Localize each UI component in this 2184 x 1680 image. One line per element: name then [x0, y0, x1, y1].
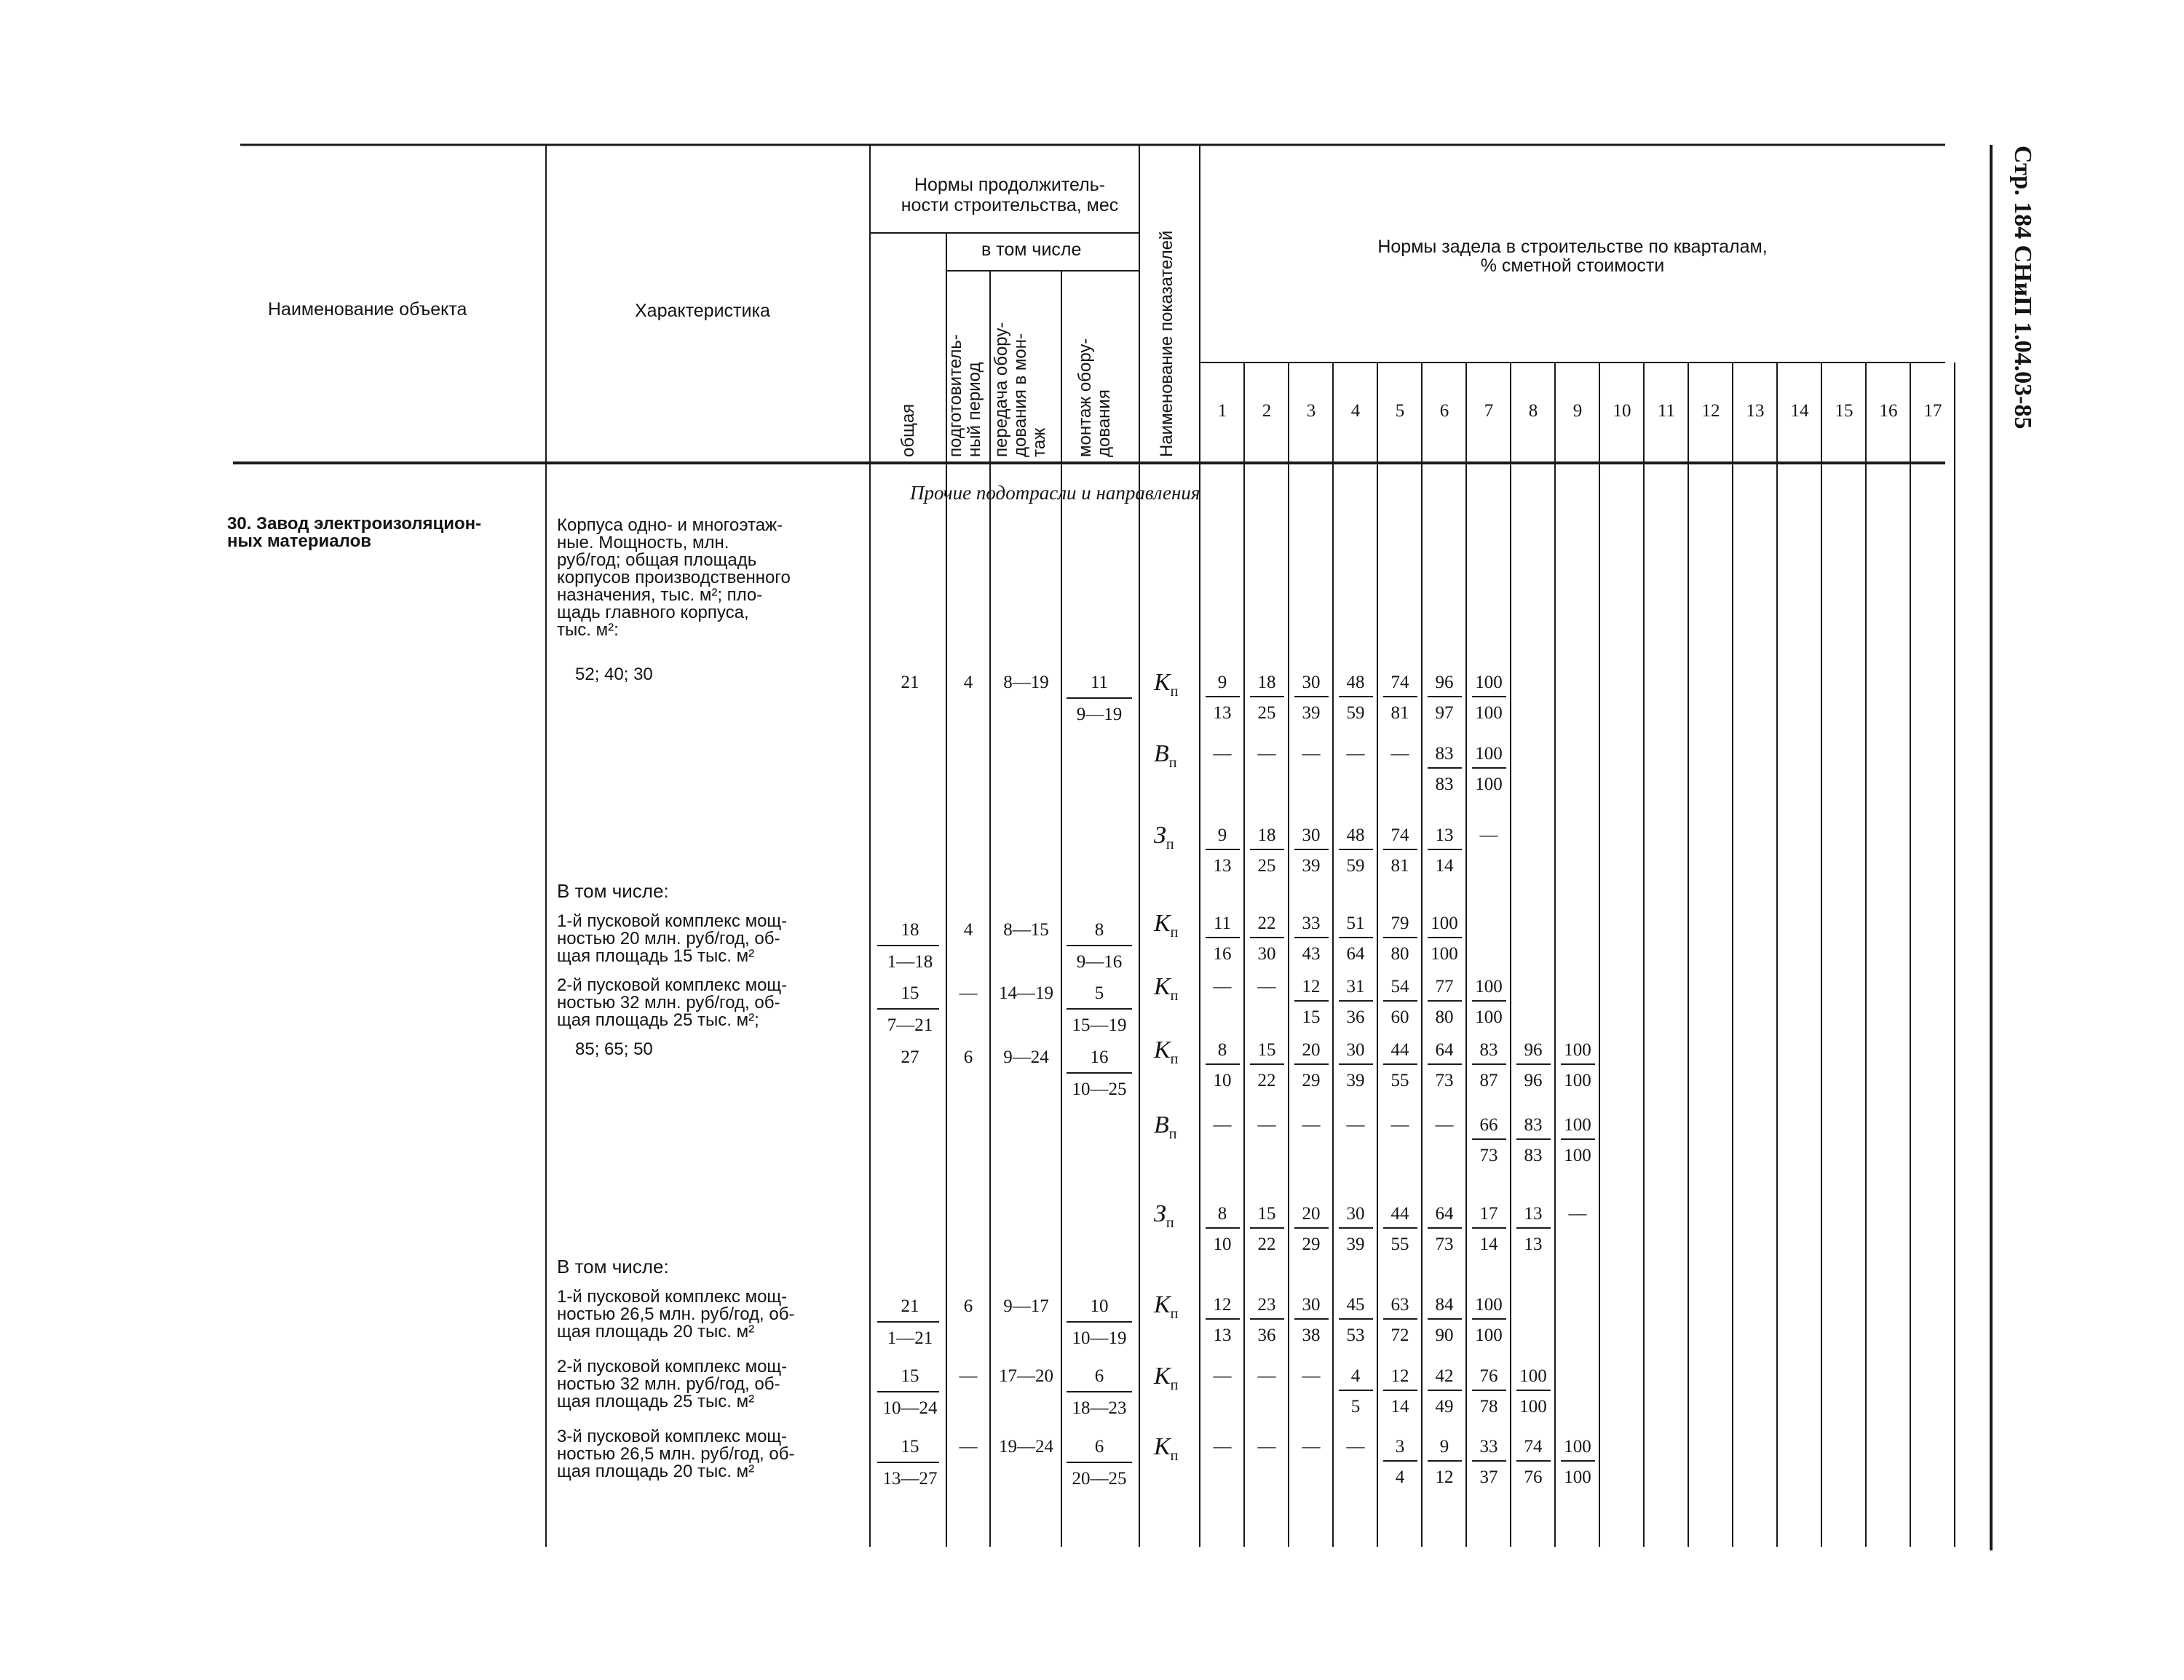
duration-total: 18 — [901, 920, 919, 940]
header-zadel: Нормы задела в строительстве по кварталам, % сметной стоимости — [1377, 237, 1768, 276]
quarter-number: 9 — [1572, 401, 1583, 421]
zadel-top-value: — — [1213, 977, 1232, 996]
zadel-top-value: 48 — [1346, 673, 1365, 692]
duration-total-range: 1—21 — [887, 1328, 933, 1348]
zadel-top-value: 51 — [1346, 914, 1365, 933]
zadel-bottom-value: 4 — [1395, 1467, 1405, 1487]
zadel-top-value: 74 — [1524, 1437, 1543, 1457]
zadel-bottom-value: 80 — [1435, 1007, 1454, 1027]
zadel-bottom-value: 80 — [1390, 944, 1409, 964]
zadel-bottom-value: 97 — [1435, 703, 1454, 723]
including-2: В том числе: — [557, 1256, 669, 1277]
zadel-bottom-value: 22 — [1257, 1071, 1276, 1090]
zadel-top-value: 66 — [1479, 1115, 1498, 1135]
duration-total-range: 10—24 — [882, 1398, 938, 1418]
zadel-bottom-value: 73 — [1479, 1146, 1498, 1165]
zadel-top-value: — — [1257, 1115, 1276, 1135]
header-including: в том числе — [981, 239, 1082, 260]
zadel-top-value: 3 — [1395, 1437, 1405, 1457]
zadel-bottom-value: 10 — [1213, 1071, 1232, 1090]
pk-2-1: 1-й пусковой комплекс мощ- ностью 26,5 млн. руб/год, об- щая площадь 20 тыс. м² — [557, 1287, 795, 1342]
quarter-number: 10 — [1613, 401, 1631, 421]
zadel-top-value: 45 — [1346, 1295, 1365, 1315]
quarter-number: 16 — [1879, 401, 1898, 421]
zadel-top-value: 30 — [1346, 1040, 1365, 1060]
duration-mount-range: 9—19 — [1076, 705, 1123, 724]
zadel-bottom-value: 12 — [1435, 1467, 1454, 1487]
zadel-bottom-value: 59 — [1346, 856, 1365, 876]
quarter-number: 13 — [1746, 401, 1765, 421]
zadel-bottom-value: 73 — [1435, 1071, 1454, 1090]
quarter-number: 11 — [1657, 401, 1676, 421]
zadel-bottom-value: 13 — [1213, 1326, 1232, 1345]
quarter-number: 3 — [1306, 401, 1316, 421]
zadel-top-value: 22 — [1257, 914, 1276, 933]
duration-total-range: 7—21 — [887, 1015, 933, 1035]
zadel-bottom-value: 5 — [1350, 1397, 1361, 1416]
zadel-top-value: 33 — [1479, 1437, 1498, 1457]
zadel-top-value: 96 — [1524, 1040, 1543, 1060]
zadel-top-value: — — [1213, 1366, 1232, 1386]
zadel-bottom-value: 100 — [1475, 1326, 1503, 1345]
indicator-label: $К_п$ — [1154, 1037, 1179, 1067]
zadel-bottom-value: 100 — [1475, 1007, 1503, 1027]
zadel-bottom-value: 81 — [1390, 856, 1409, 876]
zadel-bottom-value: 13 — [1213, 856, 1232, 876]
quarter-number: 4 — [1350, 401, 1361, 421]
variant-2: 85; 65; 50 — [575, 1039, 653, 1059]
duration-prep: 4 — [963, 673, 973, 692]
zadel-top-value: — — [1213, 1437, 1232, 1457]
zadel-top-value: 30 — [1302, 1295, 1321, 1315]
duration-mount-range: 20—25 — [1072, 1469, 1127, 1489]
zadel-bottom-value: 83 — [1435, 774, 1454, 794]
zadel-bottom-value: 87 — [1479, 1071, 1498, 1090]
zadel-top-value: — — [1302, 1366, 1321, 1386]
zadel-top-value: — — [1257, 1366, 1276, 1386]
zadel-bottom-value: 100 — [1431, 944, 1458, 964]
duration-total: 21 — [901, 1296, 919, 1316]
zadel-top-value: — — [1479, 825, 1498, 845]
zadel-bottom-value: 53 — [1346, 1326, 1365, 1345]
zadel-top-value: 44 — [1390, 1204, 1409, 1224]
quarter-number: 15 — [1835, 401, 1853, 421]
duration-total: 15 — [901, 1437, 919, 1457]
zadel-top-value: 48 — [1346, 825, 1365, 845]
quarter-number: 1 — [1217, 401, 1227, 421]
header-total: общая — [898, 403, 918, 457]
zadel-top-value: 74 — [1390, 673, 1409, 692]
zadel-bottom-value: 100 — [1519, 1397, 1547, 1416]
zadel-bottom-value: 100 — [1475, 703, 1503, 723]
zadel-bottom-value: 14 — [1390, 1397, 1409, 1416]
indicator-label: $К_п$ — [1154, 1291, 1179, 1322]
zadel-bottom-value: 25 — [1257, 703, 1276, 723]
quarter-number: 12 — [1701, 401, 1720, 421]
zadel-top-value: 15 — [1257, 1204, 1276, 1224]
pk-2-2: 2-й пусковой комплекс мощ- ностью 32 млн. руб/год, об- щая площадь 25 тыс. м² — [557, 1357, 788, 1411]
header-name-col: Наименование объекта — [268, 299, 467, 320]
duration-prep: — — [959, 983, 978, 1003]
zadel-bottom-value: 39 — [1302, 703, 1321, 723]
zadel-bottom-value: 13 — [1524, 1235, 1543, 1254]
quarter-number: 5 — [1395, 401, 1405, 421]
zadel-top-value: — — [1346, 1115, 1365, 1135]
duration-total: 21 — [901, 673, 919, 692]
duration-mount: 5 — [1094, 983, 1104, 1003]
characteristic-text: Корпуса одно- и многоэтаж- ные. Мощность, млн. руб/год; общая площадь корпусов производственного назначения, тыс. м²; пло- щадь главного корпуса, тыс. м²: — [557, 515, 791, 640]
duration-mount: 10 — [1090, 1296, 1109, 1316]
header-norms-duration: Нормы продолжитель- ности строительства, мес — [901, 175, 1119, 215]
zadel-top-value: 30 — [1302, 673, 1321, 692]
pk-1-1: 1-й пусковой комплекс мощ- ностью 20 млн. руб/год, об- щая площадь 15 тыс. м² — [557, 911, 788, 966]
duration-mount: 16 — [1090, 1047, 1109, 1067]
zadel-top-value: 83 — [1435, 744, 1454, 764]
zadel-top-value: 100 — [1431, 914, 1458, 933]
zadel-bottom-value: 22 — [1257, 1235, 1276, 1254]
duration-total: 15 — [901, 983, 919, 1003]
zadel-top-value: — — [1213, 744, 1232, 764]
zadel-top-value: 20 — [1302, 1204, 1321, 1224]
object-name: 30. Завод электроизоляцион- ных материалов — [227, 514, 482, 551]
zadel-top-value: 83 — [1524, 1115, 1543, 1135]
duration-transfer: 17—20 — [999, 1366, 1053, 1386]
zadel-top-value: 13 — [1524, 1204, 1543, 1224]
indicator-label: $З_п$ — [1154, 822, 1174, 852]
zadel-bottom-value: 64 — [1346, 944, 1365, 964]
zadel-top-value: 100 — [1475, 1295, 1503, 1315]
zadel-top-value: — — [1390, 1115, 1409, 1135]
duration-mount: 6 — [1094, 1366, 1104, 1386]
quarter-number: 7 — [1484, 401, 1494, 421]
zadel-top-value: 15 — [1257, 1040, 1276, 1060]
zadel-top-value: 9 — [1217, 825, 1227, 845]
zadel-top-value: — — [1257, 744, 1276, 764]
zadel-bottom-value: 39 — [1302, 856, 1321, 876]
zadel-top-value: 77 — [1435, 977, 1454, 996]
duration-total: 27 — [901, 1047, 919, 1067]
zadel-bottom-value: 10 — [1213, 1235, 1232, 1254]
duration-transfer: 8—19 — [1003, 673, 1049, 692]
zadel-top-value: 9 — [1439, 1437, 1449, 1457]
zadel-bottom-value: 96 — [1524, 1071, 1543, 1090]
zadel-top-value: 74 — [1390, 825, 1409, 845]
zadel-top-value: 44 — [1390, 1040, 1409, 1060]
including-1: В том числе: — [557, 880, 669, 902]
duration-prep: — — [959, 1437, 978, 1457]
header-prep-period: подготовитель- ный период — [946, 334, 984, 457]
duration-mount-range: 10—19 — [1072, 1328, 1127, 1348]
zadel-top-value: — — [1346, 744, 1365, 764]
indicator-label: $К_п$ — [1154, 910, 1179, 940]
zadel-bottom-value: 36 — [1346, 1007, 1365, 1027]
zadel-top-value: 8 — [1217, 1204, 1227, 1224]
zadel-top-value: — — [1302, 1115, 1321, 1135]
zadel-top-value: 100 — [1564, 1040, 1591, 1060]
zadel-top-value: — — [1390, 744, 1409, 764]
zadel-bottom-value: 49 — [1435, 1397, 1454, 1416]
indicator-label: $К_п$ — [1154, 1433, 1179, 1464]
zadel-top-value: 54 — [1390, 977, 1409, 996]
zadel-top-value: 20 — [1302, 1040, 1321, 1060]
zadel-top-value: 31 — [1346, 977, 1365, 996]
zadel-bottom-value: 30 — [1257, 944, 1276, 964]
zadel-bottom-value: 36 — [1257, 1326, 1276, 1345]
duration-prep: — — [959, 1366, 978, 1386]
zadel-bottom-value: 14 — [1479, 1235, 1498, 1254]
page-side-label: Стр. 184 СНиП 1.04.03-85 — [2009, 146, 2036, 429]
duration-prep: 6 — [963, 1296, 973, 1316]
zadel-top-value: 96 — [1435, 673, 1454, 692]
zadel-top-value: — — [1302, 744, 1321, 764]
duration-transfer: 9—24 — [1003, 1047, 1049, 1067]
zadel-top-value: — — [1213, 1115, 1232, 1135]
zadel-top-value: — — [1435, 1115, 1454, 1135]
zadel-bottom-value: 72 — [1390, 1326, 1409, 1345]
indicator-label: $З_п$ — [1154, 1200, 1174, 1231]
quarter-number: 2 — [1262, 401, 1272, 421]
zadel-top-value: 100 — [1564, 1115, 1591, 1135]
zadel-bottom-value: 14 — [1435, 856, 1454, 876]
quarter-number: 14 — [1790, 401, 1809, 421]
zadel-bottom-value: 16 — [1213, 944, 1232, 964]
header-char-col: Характеристика — [635, 301, 770, 321]
duration-mount-range: 9—16 — [1076, 952, 1123, 972]
quarter-number: 8 — [1528, 401, 1538, 421]
duration-mount-range: 18—23 — [1072, 1398, 1127, 1418]
zadel-top-value: 83 — [1479, 1040, 1498, 1060]
zadel-top-value: 100 — [1475, 744, 1503, 764]
zadel-bottom-value: 76 — [1524, 1467, 1543, 1487]
zadel-bottom-value: 59 — [1346, 703, 1365, 723]
duration-prep: 6 — [963, 1047, 973, 1067]
duration-transfer: 19—24 — [999, 1437, 1053, 1457]
zadel-bottom-value: 43 — [1302, 944, 1321, 964]
indicator-label: $В_п$ — [1154, 740, 1177, 771]
zadel-bottom-value: 38 — [1302, 1326, 1321, 1345]
zadel-top-value: 79 — [1390, 914, 1409, 933]
section-title: Прочие подотрасли и направления — [910, 482, 1200, 504]
duration-mount: 6 — [1094, 1437, 1104, 1457]
zadel-top-value: 84 — [1435, 1295, 1454, 1315]
zadel-top-value: 8 — [1217, 1040, 1227, 1060]
zadel-top-value: 18 — [1257, 673, 1276, 692]
zadel-bottom-value: 25 — [1257, 856, 1276, 876]
zadel-bottom-value: 29 — [1302, 1071, 1321, 1090]
zadel-top-value: 30 — [1346, 1204, 1365, 1224]
zadel-top-value: 12 — [1390, 1366, 1409, 1386]
zadel-top-value: 13 — [1435, 825, 1454, 845]
zadel-bottom-value: 37 — [1479, 1467, 1498, 1487]
duration-mount: 8 — [1094, 920, 1104, 940]
pk-1-2: 2-й пусковой комплекс мощ- ностью 32 млн. руб/год, об- щая площадь 25 тыс. м²; — [557, 975, 788, 1030]
zadel-top-value: 100 — [1519, 1366, 1547, 1386]
duration-mount: 11 — [1090, 673, 1109, 692]
duration-mount-range: 15—19 — [1072, 1015, 1127, 1035]
zadel-top-value: 18 — [1257, 825, 1276, 845]
zadel-top-value: 30 — [1302, 825, 1321, 845]
indicator-label: $К_п$ — [1154, 669, 1179, 700]
zadel-top-value: 100 — [1475, 977, 1503, 996]
zadel-top-value: 17 — [1479, 1204, 1498, 1224]
duration-total-range: 1—18 — [887, 952, 933, 972]
duration-transfer: 14—19 — [999, 983, 1053, 1003]
zadel-top-value: 4 — [1350, 1366, 1361, 1386]
zadel-bottom-value: 73 — [1435, 1235, 1454, 1254]
header-indicator: Наименование показателей — [1157, 230, 1176, 457]
zadel-bottom-value: 83 — [1524, 1146, 1543, 1165]
zadel-top-value: 12 — [1302, 977, 1321, 996]
header-transfer: передача обору- дования в мон- таж — [992, 322, 1049, 457]
zadel-bottom-value: 100 — [1564, 1146, 1591, 1165]
zadel-bottom-value: 100 — [1564, 1467, 1591, 1487]
zadel-top-value: 23 — [1257, 1295, 1276, 1315]
zadel-top-value: — — [1257, 1437, 1276, 1457]
zadel-top-value: — — [1568, 1204, 1587, 1224]
zadel-bottom-value: 100 — [1564, 1071, 1591, 1090]
duration-mount-range: 10—25 — [1072, 1079, 1127, 1099]
zadel-bottom-value: 78 — [1479, 1397, 1498, 1416]
zadel-top-value: — — [1302, 1437, 1321, 1457]
zadel-top-value: 100 — [1564, 1437, 1591, 1457]
duration-transfer: 9—17 — [1003, 1296, 1049, 1316]
duration-total-range: 13—27 — [882, 1469, 938, 1489]
quarter-number: 6 — [1439, 401, 1449, 421]
zadel-bottom-value: 81 — [1390, 703, 1409, 723]
zadel-top-value: 12 — [1213, 1295, 1232, 1315]
zadel-bottom-value: 55 — [1390, 1235, 1409, 1254]
duration-prep: 4 — [963, 920, 973, 940]
zadel-top-value: 64 — [1435, 1040, 1454, 1060]
zadel-bottom-value: 15 — [1302, 1007, 1321, 1027]
zadel-top-value: 9 — [1217, 673, 1227, 692]
zadel-bottom-value: 60 — [1390, 1007, 1409, 1027]
zadel-bottom-value: 39 — [1346, 1071, 1365, 1090]
zadel-top-value: 11 — [1213, 914, 1232, 933]
zadel-top-value: 100 — [1475, 673, 1503, 692]
zadel-top-value: — — [1346, 1437, 1365, 1457]
variant-1: 52; 40; 30 — [575, 665, 653, 684]
duration-total: 15 — [901, 1366, 919, 1386]
zadel-bottom-value: 13 — [1213, 703, 1232, 723]
zadel-bottom-value: 90 — [1435, 1326, 1454, 1345]
indicator-label: $В_п$ — [1154, 1112, 1177, 1142]
zadel-top-value: 42 — [1435, 1366, 1454, 1386]
indicator-label: $К_п$ — [1154, 1363, 1179, 1393]
zadel-top-value: 76 — [1479, 1366, 1498, 1386]
duration-transfer: 8—15 — [1003, 920, 1049, 940]
zadel-top-value: 33 — [1302, 914, 1321, 933]
quarter-number: 17 — [1923, 401, 1942, 421]
zadel-bottom-value: 100 — [1475, 774, 1503, 794]
zadel-top-value: 64 — [1435, 1204, 1454, 1224]
zadel-bottom-value: 29 — [1302, 1235, 1321, 1254]
pk-2-3: 3-й пусковой комплекс мощ- ностью 26,5 млн. руб/год, об- щая площадь 20 тыс. м² — [557, 1427, 795, 1481]
zadel-bottom-value: 55 — [1390, 1071, 1409, 1090]
indicator-label: $К_п$ — [1154, 973, 1179, 1004]
zadel-top-value: — — [1257, 977, 1276, 996]
header-mount: монтаж обору- дования — [1075, 338, 1114, 457]
zadel-bottom-value: 39 — [1346, 1235, 1365, 1254]
zadel-top-value: 63 — [1390, 1295, 1409, 1315]
